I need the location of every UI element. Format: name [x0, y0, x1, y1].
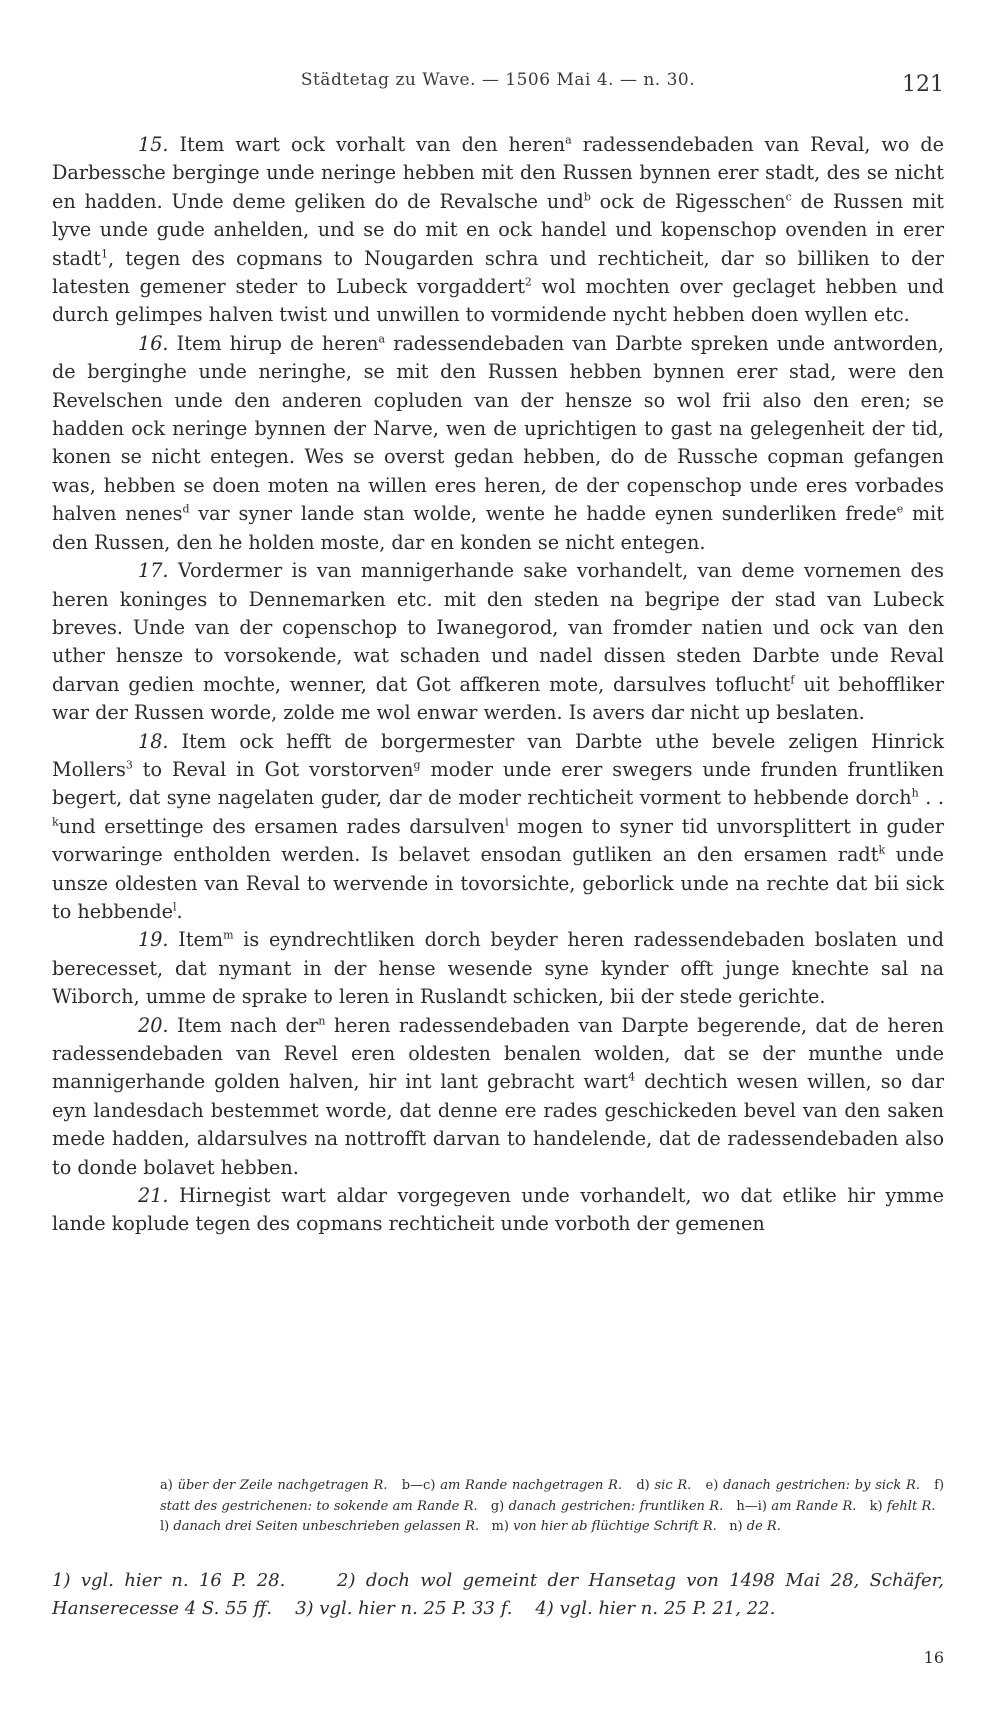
- note-mark: m: [223, 928, 234, 942]
- note-mark: a: [378, 332, 386, 346]
- note-text: fehlt R.: [886, 1498, 936, 1514]
- footnote-text: vgl. hier n. 16 P. 28.: [80, 1570, 286, 1591]
- text-span: mogen to syner tid unvorsplittert in guder vorwaringe entholden werden. Is belavet ensodan gutliken an den ersamen radt: [52, 814, 944, 867]
- text-span: Item ock hefft de borgermester van Darbte uthe bevele zeligen Hinrick Mollers: [52, 729, 944, 781]
- footnote-mark: 2: [524, 275, 532, 289]
- note-mark: f): [934, 1478, 945, 1493]
- note-text: danach gestrichen: by sick R.: [723, 1478, 920, 1493]
- note-text: statt des gestrichenen: to sokende am Rande R.: [160, 1498, 478, 1514]
- footnote-text: vgl. hier n. 25 P. 33 f.: [319, 1598, 513, 1619]
- note-mark: h—i): [736, 1498, 767, 1514]
- apparatus-note: [402, 1478, 622, 1493]
- note-mark: e): [705, 1478, 719, 1493]
- textual-apparatus: [160, 1476, 944, 1538]
- text-span: Item wart ock vorhalt van den heren: [179, 133, 566, 156]
- footnote-mark: 1): [52, 1570, 71, 1591]
- note-text: am Rande R.: [771, 1498, 857, 1514]
- note-text: sic R.: [654, 1478, 692, 1493]
- note-mark: d): [636, 1478, 650, 1493]
- note-mark: g): [490, 1498, 505, 1514]
- text-span: ock de Rigesschen: [590, 189, 786, 213]
- text-span: Vordermer is van mannigerhande sake vorhandelt, van deme vornemen des heren koninges to Dennemarken etc. mit den steden na begripe der stad van Lubeck breves. Unde van der copenschop to Iwanegorod, van fromder natien und ock van den uther hensze to vorsokende, wat schaden und nadel dissen steden Darbte unde Reval darvan gedien mochte, wenner, dat Got affkeren mote, darsulves toflucht: [52, 559, 944, 696]
- note-mark: h: [911, 786, 919, 800]
- paragraph-16: [52, 330, 944, 557]
- note-mark: m): [491, 1519, 509, 1534]
- note-mark: i: [505, 815, 509, 829]
- note-mark: k): [869, 1498, 883, 1514]
- text-span: heren radessendebaden van Darpte begerende, dat de heren radessendebaden van Revel eren oldesten benalen wolden, dat se der munthe unde mannigerhande golden halven, hir int lant gebracht wart: [52, 1013, 945, 1094]
- note-text: von hier ab flüchtige Schrift R.: [513, 1519, 717, 1534]
- paragraph-20: [52, 1012, 944, 1182]
- apparatus-note: [491, 1499, 723, 1514]
- main-text: [52, 131, 944, 1239]
- apparatus-note: [736, 1499, 856, 1514]
- apparatus-note: [160, 1519, 479, 1534]
- note-mark: d: [182, 502, 190, 516]
- text-span: Item: [178, 928, 224, 952]
- footnote-mark: 3): [295, 1598, 314, 1619]
- note-mark: n): [729, 1519, 743, 1534]
- note-text: danach gestrichen: fruntliken R.: [508, 1498, 724, 1514]
- note-mark: e: [896, 502, 904, 516]
- text-span: , tegen des copmans to Nougarden schra und rechticheit, dar so billiken to der latesten gemener steder to Lubeck vorgaddert: [52, 246, 944, 299]
- text-span: moder unde erer swegers unde frunden fruntliken begert, dat syne nagelaten guder, dar de moder rechticheit vorment to hebbende dorch: [52, 757, 944, 810]
- note-mark: c: [785, 190, 792, 204]
- text-span: to Reval in Got vorstorven: [132, 757, 414, 781]
- footnote-text: vgl. hier n. 25 P. 21, 22.: [559, 1598, 776, 1619]
- footnote: [535, 1598, 775, 1619]
- text-span: var syner lande stan wolde, wente he hadde eynen sunderliken frede: [189, 502, 897, 526]
- footnote-text: doch wol gemeint der Hansetag von 1498 Mai 28, Schäfer, Hanserecesse 4 S. 55 ff.: [52, 1570, 944, 1619]
- note-mark: n: [318, 1014, 326, 1028]
- footnote: [52, 1570, 285, 1591]
- text-span: unde unsze oldesten van Reval to wervende in tovorsichte, geborlick unde na rechte dat bii sick to hebbende: [52, 843, 944, 923]
- paragraph-number: 16.: [138, 331, 169, 355]
- text-span: is eyndrechtliken dorch beyder heren radessendebaden boslaten und berecesset, dat nymant in der hense wesende syne kynder offt junge knechte sal na Wiborch, umme de sprake to leren in Ruslandt schicken, bii der stede gerichte.: [52, 928, 944, 1009]
- paragraph-number: 21.: [138, 1184, 169, 1208]
- note-mark: k: [878, 843, 886, 857]
- note-text: de R.: [746, 1519, 781, 1534]
- apparatus-note: [492, 1519, 717, 1534]
- apparatus-note: [729, 1519, 781, 1534]
- running-title: Städtetag zu Wave. — 1506 Mai 4. — n. 30.: [300, 70, 696, 90]
- note-mark: k: [52, 815, 59, 829]
- text-span: dechtich wesen willen, so dar eyn landesdach bestemmet worde, dat denne ere rades geschickeden bevel van den saken mede hadden, aldarsulves na nottrofft darvan to handelende, dat de radessendebaden also to donde bolavet hebben.: [52, 1070, 944, 1179]
- apparatus-note: [870, 1499, 936, 1514]
- page-number: 121: [902, 72, 944, 97]
- footnote-mark: 1: [101, 247, 108, 261]
- footnote-mark: 3: [125, 758, 133, 772]
- note-mark: l: [173, 900, 177, 914]
- footnotes: [52, 1567, 944, 1623]
- footnote-mark: 2): [337, 1570, 356, 1591]
- note-mark: l): [160, 1519, 170, 1534]
- paragraph-number: 15.: [138, 133, 169, 156]
- paragraph-18: [52, 728, 944, 927]
- note-text: am Rande nachgetragen R.: [440, 1478, 623, 1493]
- text-span: Item nach der: [176, 1013, 319, 1037]
- text-span: Item hirup de heren: [176, 331, 379, 355]
- text-span: Hirnegist wart aldar vorgegeven unde vorhandelt, wo dat etlike hir ymme lande koplude tegen des copmans rechticheit unde vorboth der gemenen: [52, 1184, 944, 1236]
- paragraph-17: [52, 557, 944, 727]
- paragraph-number: 17.: [138, 559, 169, 583]
- text-span: mit den Russen, den he holden moste, dar en konden se nicht entegen.: [52, 502, 944, 554]
- note-mark: b: [583, 190, 591, 204]
- paragraph-19: [52, 926, 944, 1011]
- paragraph-number: 20.: [138, 1013, 169, 1037]
- note-mark: a): [160, 1478, 173, 1493]
- paragraph-21: [52, 1182, 944, 1239]
- footnote: [295, 1598, 512, 1619]
- running-header: [52, 70, 944, 106]
- apparatus-note: [706, 1478, 920, 1493]
- footnote-mark: 4: [628, 1071, 636, 1085]
- apparatus-note: [160, 1478, 387, 1493]
- text-span: radessendebaden van Darbte spreken unde antworden, de berginghe unde neringhe, se mit den Russen hebben bynnen erer stad, were den Revelschen unde den anderen copluden van der hensze so wol frii also den eren; se hadden ock neringe bynnen der Narve, wen de uprichtigen to gast na gelegenheit der tid, konen se nicht entegen. Wes se overst gedan hebben, do de Russche copman gefangen was, hebben se doen moten na willen eres heren, de der copenschop unde eres vorbades halven nenes: [52, 331, 944, 526]
- note-text: danach drei Seiten unbeschrieben gelassen R.: [173, 1519, 480, 1534]
- sheet-signature: 16: [923, 1648, 944, 1667]
- note-text: über der Zeile nachgetragen R.: [177, 1478, 388, 1493]
- paragraph-number: 18.: [138, 729, 169, 753]
- note-mark: b—c): [401, 1478, 436, 1493]
- footnote-mark: 4): [535, 1598, 554, 1619]
- text-span: radessendebaden van Reval, wo de Darbessche berginge unde neringe hebben mit den Russen bynnen erer stadt, des se nicht en hadden. Unde deme geliken do de Revalsche und: [52, 133, 944, 213]
- apparatus-note: [636, 1478, 691, 1493]
- note-mark: g: [413, 758, 421, 772]
- note-mark: f: [790, 673, 795, 687]
- text-span: und ersettinge des ersamen rades darsulven: [58, 814, 506, 838]
- paragraph-number: 19.: [138, 928, 169, 952]
- text-span: wol mochten over geclaget hebben und durch gelimpes halven twist und unwillen to vormidende nycht hebben doen wyllen etc.: [52, 275, 944, 327]
- paragraph-15: [52, 131, 944, 330]
- text-span: .: [176, 899, 183, 923]
- note-mark: a: [565, 133, 572, 147]
- text-span: uit behoffliker war der Russen worde, zolde me wol enwar werden. Is avers dar nicht up beslaten.: [52, 672, 944, 725]
- text-span: . .: [918, 786, 944, 810]
- text-span: de Russen mit lyve unde gude anhelden, und se do mit en ock handel und kopenschop ovenden in erer stadt: [52, 189, 945, 270]
